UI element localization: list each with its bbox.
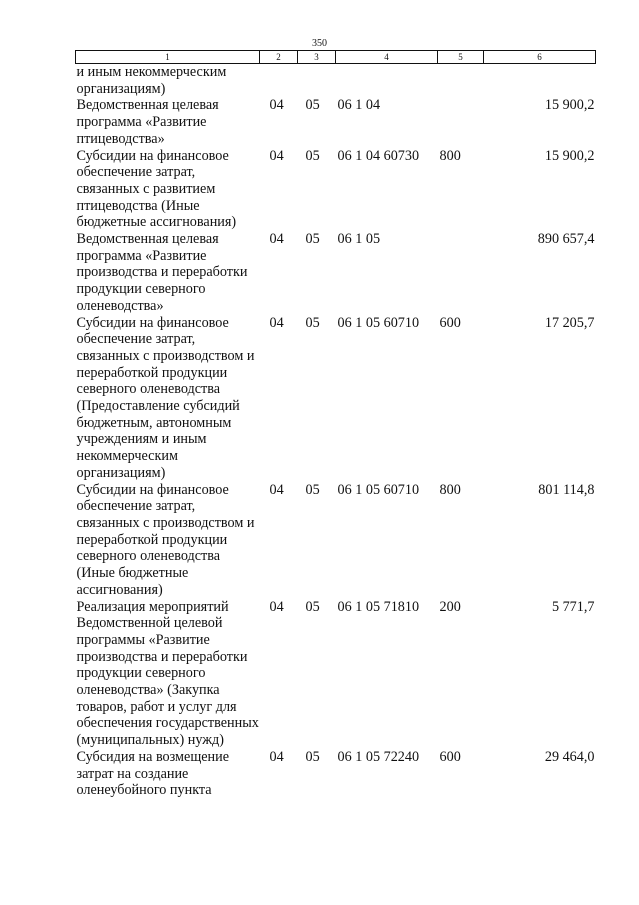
row-target-code: 06 1 05 72240: [337, 748, 420, 765]
row-target-code: 06 1 04: [337, 97, 381, 114]
row-name: Субсидии на финансовое обеспечение затрат, связанных с развитием птицеводства (Иные бюджетные ассигнования): [76, 147, 237, 231]
row-amount: 29 464,0: [544, 748, 595, 765]
table-row: [76, 64, 596, 98]
row-subsection: [298, 64, 336, 98]
row-subsection: 05: [305, 314, 320, 331]
table-row: [76, 231, 596, 315]
row-section: 04: [269, 147, 284, 164]
row-name: Субсидии на финансовое обеспечение затрат, связанных с производством и переработкой продукции северного оленеводства (Предоставление субсидий бюджетным, автономным учреждениям и иным некоммерческим организациям): [76, 314, 255, 481]
row-subsection: 05: [305, 231, 320, 248]
table-header-row: [76, 51, 596, 64]
row-expense-type: 600: [439, 748, 461, 765]
row-section: 04: [269, 748, 284, 765]
row-amount: 801 114,8: [538, 481, 595, 498]
row-amount: 15 900,2: [544, 147, 595, 164]
row-target-code: 06 1 05: [337, 231, 381, 248]
row-name: Субсидия на возмещение затрат на создание оленеубойного пункта: [76, 748, 230, 799]
row-subsection: 05: [305, 598, 320, 615]
table-row: [76, 148, 596, 232]
row-subsection: 05: [305, 481, 320, 498]
row-subsection: 05: [305, 147, 320, 164]
row-expense-type: 800: [439, 147, 461, 164]
column-header: 4: [336, 51, 438, 64]
row-section: 04: [269, 481, 284, 498]
row-expense-type: 600: [439, 314, 461, 331]
page-number: 350: [312, 38, 327, 49]
row-target-code: 06 1 04 60730: [337, 147, 420, 164]
table-row: [76, 97, 596, 147]
row-amount: [484, 64, 596, 98]
table-row: [76, 749, 596, 799]
row-subsection: 05: [305, 97, 320, 114]
row-name: Ведомственная целевая программа «Развитие производства и переработки продукции северного оленеводства»: [76, 231, 248, 314]
row-target-code: [336, 64, 438, 98]
row-section: [260, 64, 298, 98]
table-row: [76, 599, 596, 749]
row-expense-type: 800: [439, 481, 461, 498]
column-header: 5: [438, 51, 484, 64]
row-section: 04: [269, 598, 284, 615]
row-target-code: 06 1 05 60710: [337, 481, 420, 498]
column-header: 1: [76, 51, 260, 64]
row-name: Реализация мероприятий Ведомственной целевой программы «Развитие производства и переработки продукции северного оленеводства» (Закупка товаров, работ и услуг для обеспечения государственных (муниципальных) нужд): [76, 598, 259, 749]
row-target-code: 06 1 05 71810: [337, 598, 420, 615]
table-row: [76, 482, 596, 599]
row-section: 04: [269, 231, 284, 248]
row-section: 04: [269, 314, 284, 331]
row-name: Субсидии на финансовое обеспечение затрат, связанных с производством и переработкой продукции северного оленеводства (Иные бюджетные ассигнования): [76, 481, 255, 598]
row-amount: 17 205,7: [544, 314, 595, 331]
row-target-code: 06 1 05 60710: [337, 314, 420, 331]
row-amount: 890 657,4: [537, 231, 595, 248]
column-header: 2: [260, 51, 298, 64]
budget-table: [75, 50, 596, 799]
row-name: и иным некоммерческим организациям): [76, 64, 227, 97]
column-header: 6: [484, 51, 596, 64]
table-row: [76, 315, 596, 482]
column-header: 3: [298, 51, 336, 64]
row-amount: 15 900,2: [544, 97, 595, 114]
row-name: Ведомственная целевая программа «Развитие птицеводства»: [76, 97, 219, 147]
row-expense-type: [438, 97, 484, 147]
row-amount: 5 771,7: [551, 598, 595, 615]
row-expense-type: [438, 231, 484, 315]
row-section: 04: [269, 97, 284, 114]
row-subsection: 05: [305, 748, 320, 765]
row-expense-type: 200: [439, 598, 461, 615]
row-expense-type: [438, 64, 484, 98]
